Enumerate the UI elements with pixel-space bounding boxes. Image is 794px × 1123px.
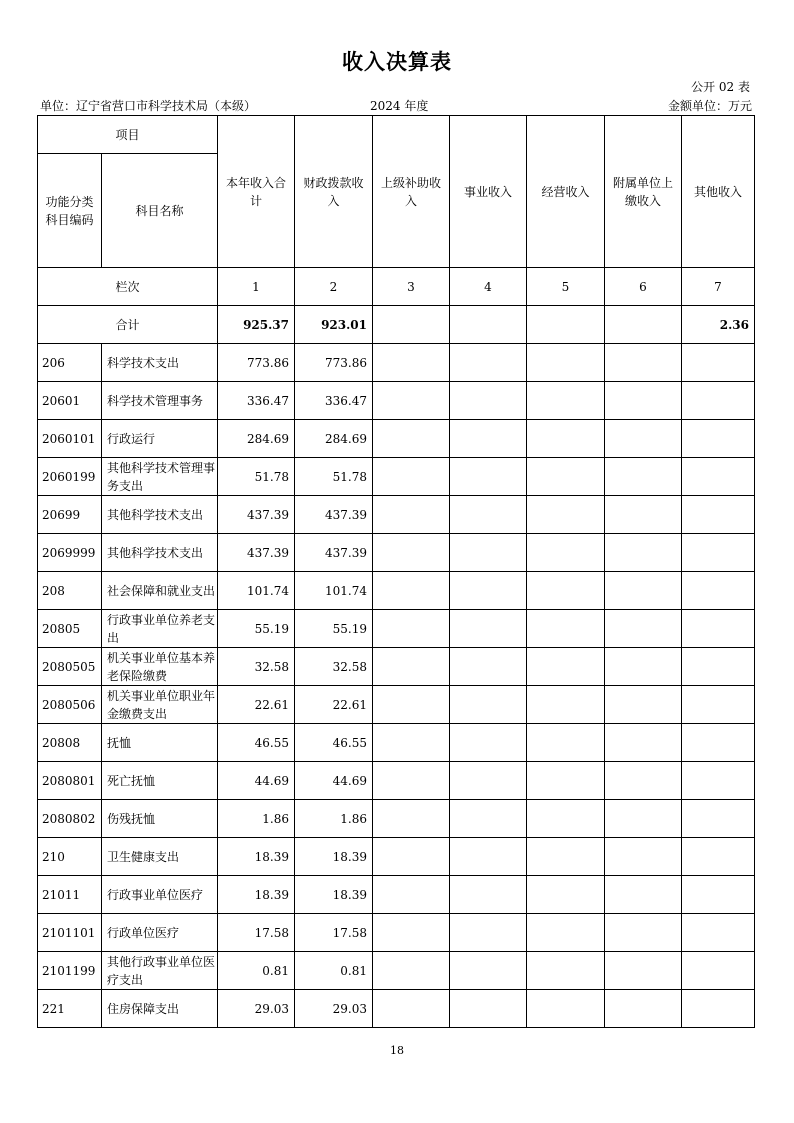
- row-c5: [527, 648, 605, 686]
- table-row: [38, 762, 755, 800]
- row-c7: [682, 990, 755, 1028]
- row-name: 机关事业单位基本养老保险缴费: [102, 648, 218, 686]
- row-c1: 46.55: [218, 724, 295, 762]
- row-c6: [605, 382, 682, 420]
- total-c5: [527, 306, 605, 344]
- row-c2: 17.58: [295, 914, 373, 952]
- header-col-6: 附属单位上缴收入: [605, 116, 682, 268]
- total-c6: [605, 306, 682, 344]
- row-c5: [527, 724, 605, 762]
- row-code: 2080802: [38, 800, 102, 838]
- row-c4: [450, 496, 527, 534]
- row-c2: 284.69: [295, 420, 373, 458]
- row-name: 死亡抚恤: [102, 762, 218, 800]
- row-c1: 29.03: [218, 990, 295, 1028]
- money-unit-label: 金额单位：万元: [667, 99, 752, 113]
- row-c3: [373, 610, 450, 648]
- total-c2: 923.01: [295, 306, 373, 344]
- row-c2: 46.55: [295, 724, 373, 762]
- row-c4: [450, 534, 527, 572]
- row-c6: [605, 648, 682, 686]
- row-c3: [373, 382, 450, 420]
- table-row: [38, 496, 755, 534]
- col-num-1: 1: [218, 268, 295, 306]
- row-c5: [527, 914, 605, 952]
- row-c5: [527, 572, 605, 610]
- row-c7: [682, 914, 755, 952]
- row-c3: [373, 686, 450, 724]
- row-c5: [527, 686, 605, 724]
- row-c2: 437.39: [295, 534, 373, 572]
- row-c6: [605, 724, 682, 762]
- row-c5: [527, 990, 605, 1028]
- table-row: [38, 724, 755, 762]
- row-name: 机关事业单位职业年金缴费支出: [102, 686, 218, 724]
- header-col-3: 上级补助收入: [373, 116, 450, 268]
- row-c2: 1.86: [295, 800, 373, 838]
- table-row: [38, 420, 755, 458]
- row-c6: [605, 952, 682, 990]
- row-code: 20699: [38, 496, 102, 534]
- row-c2: 336.47: [295, 382, 373, 420]
- row-c2: 51.78: [295, 458, 373, 496]
- row-c4: [450, 990, 527, 1028]
- row-c6: [605, 420, 682, 458]
- row-name: 行政事业单位养老支出: [102, 610, 218, 648]
- row-code: 2060199: [38, 458, 102, 496]
- row-name: 社会保障和就业支出: [102, 572, 218, 610]
- row-name: 其他行政事业单位医疗支出: [102, 952, 218, 990]
- row-name: 其他科学技术支出: [102, 496, 218, 534]
- row-name: 行政单位医疗: [102, 914, 218, 952]
- row-c1: 101.74: [218, 572, 295, 610]
- row-c4: [450, 382, 527, 420]
- row-c6: [605, 458, 682, 496]
- row-c4: [450, 914, 527, 952]
- row-c5: [527, 344, 605, 382]
- row-c4: [450, 800, 527, 838]
- row-c2: 22.61: [295, 686, 373, 724]
- table-row: [38, 610, 755, 648]
- row-c7: [682, 762, 755, 800]
- row-code: 20808: [38, 724, 102, 762]
- row-c6: [605, 914, 682, 952]
- row-name: 卫生健康支出: [102, 838, 218, 876]
- header-code: 功能分类科目编码: [38, 154, 102, 268]
- header-col-4: 事业收入: [450, 116, 527, 268]
- col-num-3: 3: [373, 268, 450, 306]
- row-c1: 0.81: [218, 952, 295, 990]
- row-c4: [450, 952, 527, 990]
- total-c1: 925.37: [218, 306, 295, 344]
- row-c4: [450, 724, 527, 762]
- row-code: 21011: [38, 876, 102, 914]
- row-c3: [373, 762, 450, 800]
- row-c7: [682, 572, 755, 610]
- row-c5: [527, 762, 605, 800]
- row-c2: 437.39: [295, 496, 373, 534]
- row-c7: [682, 952, 755, 990]
- row-c6: [605, 572, 682, 610]
- row-c4: [450, 876, 527, 914]
- header-col-7: 其他收入: [682, 116, 755, 268]
- row-c5: [527, 420, 605, 458]
- row-c7: [682, 800, 755, 838]
- row-c7: [682, 648, 755, 686]
- table-row: [38, 686, 755, 724]
- row-c5: [527, 838, 605, 876]
- row-c5: [527, 610, 605, 648]
- row-name: 行政事业单位医疗: [102, 876, 218, 914]
- row-c3: [373, 800, 450, 838]
- row-c1: 437.39: [218, 496, 295, 534]
- row-c6: [605, 534, 682, 572]
- row-c7: [682, 420, 755, 458]
- row-c1: 18.39: [218, 876, 295, 914]
- row-c7: [682, 458, 755, 496]
- row-c1: 18.39: [218, 838, 295, 876]
- row-name: 其他科学技术支出: [102, 534, 218, 572]
- row-c2: 29.03: [295, 990, 373, 1028]
- row-code: 2060101: [38, 420, 102, 458]
- header-name: 科目名称: [102, 154, 218, 268]
- row-c3: [373, 724, 450, 762]
- row-c7: [682, 534, 755, 572]
- row-c1: 437.39: [218, 534, 295, 572]
- row-name: 抚恤: [102, 724, 218, 762]
- row-c5: [527, 800, 605, 838]
- row-c4: [450, 420, 527, 458]
- row-c5: [527, 458, 605, 496]
- row-code: 2101199: [38, 952, 102, 990]
- row-c1: 22.61: [218, 686, 295, 724]
- row-code: 221: [38, 990, 102, 1028]
- row-c1: 336.47: [218, 382, 295, 420]
- row-c1: 17.58: [218, 914, 295, 952]
- col-num-5: 5: [527, 268, 605, 306]
- row-c3: [373, 838, 450, 876]
- row-c2: 55.19: [295, 610, 373, 648]
- row-code: 2080801: [38, 762, 102, 800]
- table-row: [38, 648, 755, 686]
- row-c6: [605, 686, 682, 724]
- table-row: [38, 458, 755, 496]
- row-c1: 1.86: [218, 800, 295, 838]
- table-row: [38, 534, 755, 572]
- row-c5: [527, 876, 605, 914]
- row-c3: [373, 648, 450, 686]
- row-c1: 284.69: [218, 420, 295, 458]
- row-c7: [682, 724, 755, 762]
- row-name: 科学技术支出: [102, 344, 218, 382]
- row-name: 科学技术管理事务: [102, 382, 218, 420]
- table-row: [38, 572, 755, 610]
- row-c7: [682, 686, 755, 724]
- header-col-5: 经营收入: [527, 116, 605, 268]
- table-row: [38, 952, 755, 990]
- unit-label: 单位：辽宁省营口市科学技术局（本级）: [40, 99, 257, 113]
- row-c4: [450, 572, 527, 610]
- row-code: 208: [38, 572, 102, 610]
- table-row: [38, 914, 755, 952]
- row-c3: [373, 572, 450, 610]
- col-num-4: 4: [450, 268, 527, 306]
- total-c3: [373, 306, 450, 344]
- row-code: 210: [38, 838, 102, 876]
- header-lanci: 栏次: [38, 268, 218, 306]
- row-c3: [373, 914, 450, 952]
- row-c2: 101.74: [295, 572, 373, 610]
- row-c4: [450, 648, 527, 686]
- row-c7: [682, 610, 755, 648]
- row-c2: 773.86: [295, 344, 373, 382]
- row-c7: [682, 876, 755, 914]
- table-row: [38, 382, 755, 420]
- row-c6: [605, 876, 682, 914]
- total-label: 合计: [38, 306, 218, 344]
- row-c7: [682, 496, 755, 534]
- row-c5: [527, 952, 605, 990]
- row-code: 20601: [38, 382, 102, 420]
- row-c6: [605, 610, 682, 648]
- row-c4: [450, 610, 527, 648]
- row-c2: 0.81: [295, 952, 373, 990]
- row-c2: 44.69: [295, 762, 373, 800]
- row-c6: [605, 990, 682, 1028]
- row-c3: [373, 420, 450, 458]
- header-col-2: 财政拨款收入: [295, 116, 373, 268]
- table-row: [38, 990, 755, 1028]
- row-code: 2101101: [38, 914, 102, 952]
- form-code: 公开 02 表: [691, 80, 750, 94]
- row-c1: 32.58: [218, 648, 295, 686]
- row-c4: [450, 686, 527, 724]
- row-c6: [605, 838, 682, 876]
- page-number: 18: [390, 1044, 404, 1057]
- row-code: 20805: [38, 610, 102, 648]
- row-c3: [373, 458, 450, 496]
- page-title: 收入决算表: [342, 50, 452, 74]
- row-c2: 18.39: [295, 876, 373, 914]
- row-code: 2080505: [38, 648, 102, 686]
- header-item: 项目: [38, 116, 218, 154]
- row-c3: [373, 496, 450, 534]
- row-c5: [527, 496, 605, 534]
- total-c7: 2.36: [682, 306, 755, 344]
- col-num-7: 7: [682, 268, 755, 306]
- row-c3: [373, 534, 450, 572]
- row-name: 其他科学技术管理事务支出: [102, 458, 218, 496]
- row-c4: [450, 458, 527, 496]
- row-c3: [373, 344, 450, 382]
- row-name: 行政运行: [102, 420, 218, 458]
- row-c7: [682, 382, 755, 420]
- row-c6: [605, 344, 682, 382]
- row-c6: [605, 762, 682, 800]
- row-c5: [527, 534, 605, 572]
- table-row: [38, 800, 755, 838]
- row-c3: [373, 990, 450, 1028]
- row-c4: [450, 762, 527, 800]
- row-c1: 51.78: [218, 458, 295, 496]
- row-c5: [527, 382, 605, 420]
- row-name: 伤残抚恤: [102, 800, 218, 838]
- col-num-6: 6: [605, 268, 682, 306]
- col-num-2: 2: [295, 268, 373, 306]
- total-c4: [450, 306, 527, 344]
- row-c3: [373, 952, 450, 990]
- row-code: 206: [38, 344, 102, 382]
- row-c6: [605, 496, 682, 534]
- row-code: 2069999: [38, 534, 102, 572]
- table-row: [38, 876, 755, 914]
- row-code: 2080506: [38, 686, 102, 724]
- row-c4: [450, 344, 527, 382]
- row-c7: [682, 838, 755, 876]
- row-c3: [373, 876, 450, 914]
- row-c7: [682, 344, 755, 382]
- row-name: 住房保障支出: [102, 990, 218, 1028]
- header-col-1: 本年收入合计: [218, 116, 295, 268]
- table-row: [38, 838, 755, 876]
- row-c1: 55.19: [218, 610, 295, 648]
- row-c1: 773.86: [218, 344, 295, 382]
- row-c1: 44.69: [218, 762, 295, 800]
- row-c6: [605, 800, 682, 838]
- row-c4: [450, 838, 527, 876]
- income-table: [37, 115, 755, 1028]
- row-c2: 18.39: [295, 838, 373, 876]
- row-c2: 32.58: [295, 648, 373, 686]
- year-label: 2024 年度: [370, 99, 429, 113]
- table-row: [38, 344, 755, 382]
- meta-row: [40, 97, 752, 113]
